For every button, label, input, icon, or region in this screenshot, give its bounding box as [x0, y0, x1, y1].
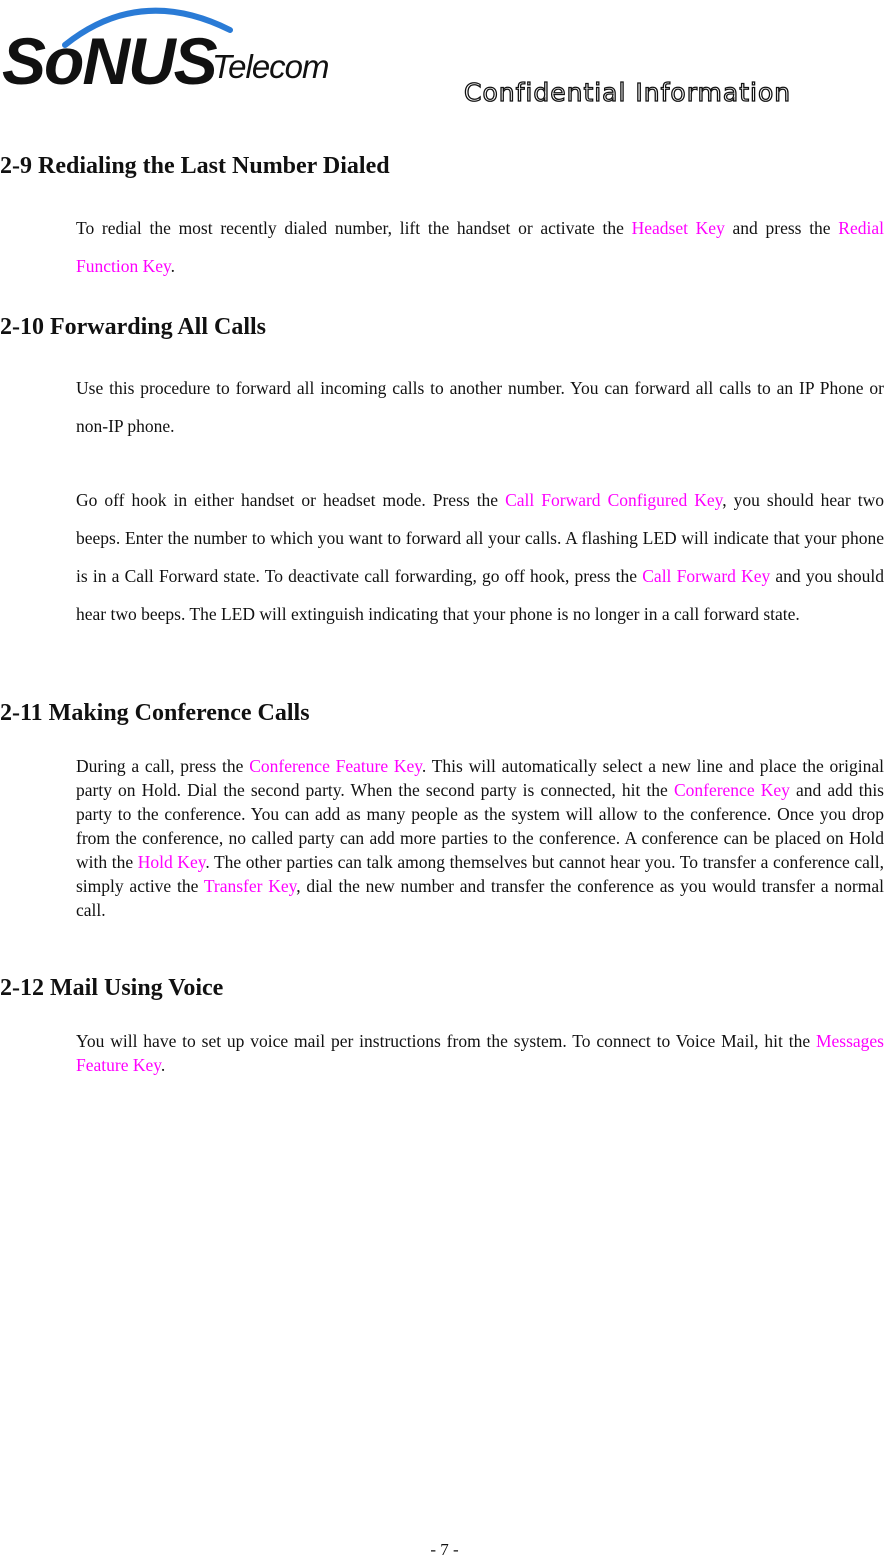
conference-feature-key-term: Conference Feature Key	[249, 756, 422, 776]
logo-sub-text: Telecom	[212, 48, 329, 85]
redial-function-key-term: Redial Function Key	[76, 218, 884, 276]
paragraph-forwarding-steps: Go off hook in either handset or headset mode. Press the Call Forward Configured Key, you should hear two beeps. Enter the number to which you want to forward all your calls. A flashing LED will indicate that your phone is in a Call Forward state. To deactivate call forwarding, go off hook, press the Call Forward Key and you should hear two beeps. The LED will extinguish indicating that your phone is no longer in a call forward state.	[76, 490, 884, 624]
call-forward-configured-key-term: Call Forward Configured Key	[505, 490, 723, 510]
conference-key-term: Conference Key	[673, 780, 790, 800]
paragraph-forwarding-intro: Use this procedure to forward all incoming calls to another number. You can forward all calls to an IP Phone or non-IP phone.	[76, 378, 884, 436]
section-heading-voice-mail: 2-12 Mail Using Voice	[0, 975, 224, 1001]
transfer-key-term: Transfer Key	[203, 876, 297, 896]
page-number: - 7 -	[430, 1540, 459, 1559]
paragraph-conference: During a call, press the Conference Feature Key. This will automatically select a new line and place the original party on Hold. Dial the second party. When the second party is connected, hit the Conference Key and add this party to the conference. You can add as many people as the system will allow to the conference. Once you drop from the conference, no called party can add more parties to the conference. A conference can be placed on Hold with the Hold Key. The other parties can talk among themselves but cannot hear you. To transfer a conference call, simply active the Transfer Key, dial the new number and transfer the conference as you would transfer a normal call.	[76, 756, 884, 920]
paragraph-redial: To redial the most recently dialed number, lift the handset or activate the Headset Key and press the Redial Function Key.	[76, 218, 884, 276]
section-heading-forwarding: 2-10 Forwarding All Calls	[0, 314, 267, 340]
call-forward-key-term: Call Forward Key	[642, 566, 771, 586]
confidential-label: Confidential Information	[464, 78, 792, 107]
section-heading-conference: 2-11 Making Conference Calls	[0, 700, 310, 726]
headset-key-term: Headset Key	[631, 218, 725, 238]
messages-feature-key-term: Messages Feature Key	[76, 1031, 884, 1075]
company-logo	[0, 0, 340, 110]
paragraph-voice-mail: You will have to set up voice mail per instructions from the system. To connect to Voice Mail, hit the Messages Feature Key.	[76, 1031, 884, 1075]
section-heading-redial: 2-9 Redialing the Last Number Dialed	[0, 153, 390, 179]
hold-key-term: Hold Key	[137, 852, 206, 872]
logo-brand-text: SoNUS	[2, 24, 216, 98]
